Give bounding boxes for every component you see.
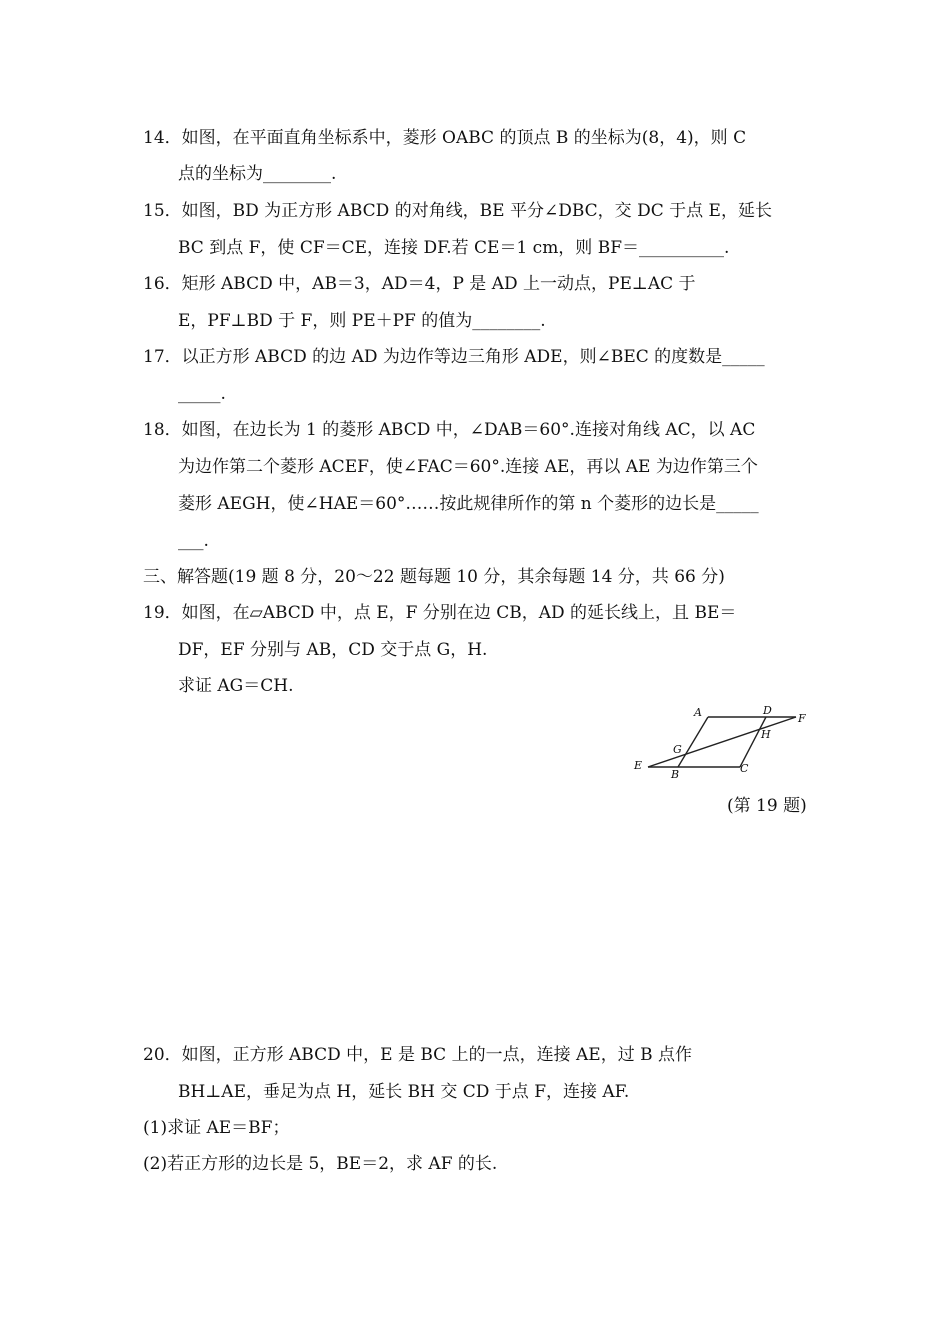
q18-line-3: 菱形 AEGH，使∠HAE＝60°……按此规律所作的第 n 个菱形的边长是_____ bbox=[178, 494, 759, 514]
q19-line-1: 19．如图，在▱ABCD 中，点 E，F 分别在边 CB，AD 的延长线上，且 BE＝ bbox=[143, 603, 737, 623]
q18-line-4: ___. bbox=[178, 531, 209, 551]
label-g: G bbox=[673, 743, 682, 756]
figure-caption: (第 19 题) bbox=[727, 796, 807, 816]
q20-part-1: (1)求证 AE＝BF； bbox=[143, 1118, 290, 1138]
q15-line-1: 15．如图，BD 为正方形 ABCD 的对角线，BE 平分∠DBC，交 DC 于点 E，延长 bbox=[143, 201, 772, 221]
q16-line-2: E，PF⊥BD 于 F，则 PE＋PF 的值为________. bbox=[178, 311, 546, 331]
q20-line-1: 20．如图，正方形 ABCD 中，E 是 BC 上的一点，连接 AE，过 B 点作 bbox=[143, 1045, 692, 1065]
q15-line-2: BC 到点 F，使 CF＝CE，连接 DF.若 CE＝1 cm，则 BF＝__________. bbox=[178, 238, 730, 258]
label-b: B bbox=[671, 768, 680, 781]
q19-parallelogram-figure bbox=[630, 703, 810, 783]
q16-line-1: 16．矩形 ABCD 中，AB＝3，AD＝4，P 是 AD 上一动点，PE⊥AC 于 bbox=[143, 274, 696, 294]
label-h: H bbox=[761, 728, 771, 741]
label-a: A bbox=[694, 706, 702, 719]
label-d: D bbox=[763, 704, 772, 717]
segment-ab bbox=[678, 717, 708, 767]
q14-line-1: 14．如图，在平面直角坐标系中，菱形 OABC 的顶点 B 的坐标为(8，4)，则 C bbox=[143, 128, 747, 148]
label-f: F bbox=[798, 712, 806, 725]
q17-line-1: 17．以正方形 ABCD 的边 AD 为边作等边三角形 ADE，则∠BEC 的度数是_____ bbox=[143, 347, 765, 367]
q19-line-2: DF，EF 分别与 AB，CD 交于点 G，H. bbox=[178, 640, 488, 660]
q20-line-2: BH⊥AE，垂足为点 H，延长 BH 交 CD 于点 F，连接 AF. bbox=[178, 1082, 630, 1102]
q20-part-2: (2)若正方形的边长是 5，BE＝2，求 AF 的长. bbox=[143, 1154, 498, 1174]
q19-line-3: 求证 AG＝CH. bbox=[178, 676, 294, 696]
q17-line-2: _____. bbox=[178, 384, 226, 404]
q18-line-1: 18．如图，在边长为 1 的菱形 ABCD 中，∠DAB＝60°.连接对角线 AC，以 AC bbox=[143, 420, 756, 440]
q18-line-2: 为边作第二个菱形 ACEF，使∠FAC＝60°.连接 AE，再以 AE 为边作第三个 bbox=[178, 457, 758, 477]
section-heading: 三、解答题(19 题 8 分，20～22 题每题 10 分，其余每题 14 分，共 66 分) bbox=[143, 567, 725, 587]
q14-line-2: 点的坐标为________. bbox=[178, 164, 337, 184]
segment-dc bbox=[740, 717, 766, 767]
label-c: C bbox=[740, 762, 749, 775]
label-e: E bbox=[634, 759, 643, 772]
segment-ef bbox=[648, 717, 796, 767]
